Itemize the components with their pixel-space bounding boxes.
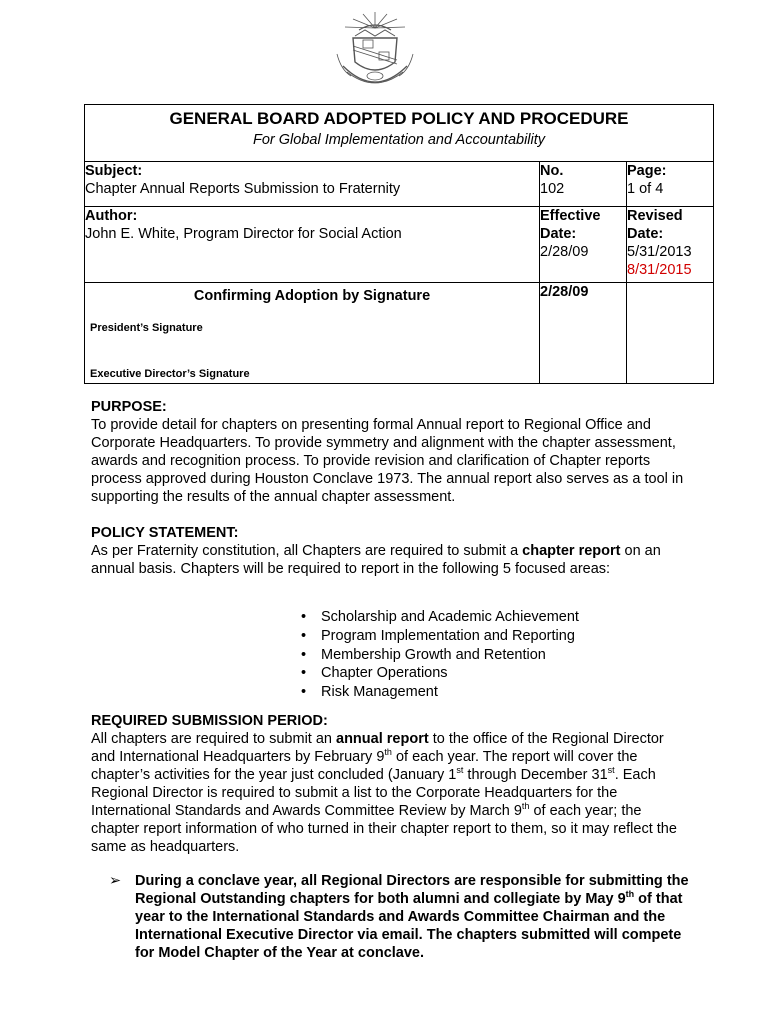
page-value: 1 of 4 (627, 181, 664, 197)
submission-part: of each year; the chapter report information of who turned in their chapter report to them, so it may reflect the same as headquarters. (91, 802, 677, 855)
executive-director-signature-label: Executive Director’s Signature (90, 368, 250, 380)
arrow-bullet-icon: ➢ (109, 872, 122, 889)
submission-part: All chapters are required to submit an (91, 730, 337, 747)
superscript: st (456, 765, 464, 776)
conclave-year-note (91, 872, 691, 962)
focus-area-item: • Program Implementation and Reporting (301, 627, 691, 646)
confirming-adoption-label: Confirming Adoption by Signature (193, 288, 431, 304)
focus-area-item: • Risk Management (301, 683, 691, 702)
number-value: 102 (540, 181, 565, 197)
confirming-date: 2/28/09 (540, 284, 589, 300)
effective-date-value: 2/28/09 (540, 244, 589, 260)
policy-text-bold: chapter report (522, 543, 621, 559)
fraternity-crest-logo (329, 6, 421, 98)
submission-part: through December 31 (463, 766, 608, 783)
empty-cell (627, 283, 714, 384)
policy-statement-heading: POLICY STATEMENT: (91, 525, 239, 541)
focus-areas-list (91, 608, 691, 702)
subject-label: Subject: (85, 163, 143, 179)
policy-body (91, 398, 691, 962)
submission-bold: annual report (336, 730, 429, 747)
revised-label-line2: Date: (627, 226, 664, 242)
revised-date-value-2: 8/31/2015 (627, 262, 692, 278)
focus-area-item: • Membership Growth and Retention (301, 646, 691, 665)
author-cell (85, 207, 540, 283)
superscript: th (521, 801, 530, 812)
revised-label-line1: Revised (627, 208, 683, 224)
submission-part: . Each Regional Director is required to submit a list to the Corporate Headquarters for the International Standards and Awards Committee Review by March 9 (91, 766, 656, 819)
document-subtitle: For Global Implementation and Accountability (252, 132, 546, 148)
president-signature-label: President’s Signature (90, 322, 203, 334)
submission-text (91, 730, 691, 856)
superscript: th (625, 889, 635, 900)
revised-date-cell (627, 207, 714, 283)
policy-text-part1: As per Fraternity constitution, all Chapters are required to submit a (91, 543, 523, 559)
confirming-date-cell (540, 283, 627, 384)
superscript: st (607, 765, 615, 776)
signature-cell (85, 283, 540, 384)
policy-statement-text (91, 542, 691, 578)
purpose-text: To provide detail for chapters on presenting formal Annual report to Regional Office and Corporate Headquarters. To provide symmetry and alignment with the chapter assessment, awards and recognition process. To provide revision and clarification of Chapter reports process approved during Houston Conclave 1973. The annual report also serves as a tool in supporting the results of the annual chapter assessment. (91, 417, 684, 505)
number-cell (540, 162, 627, 207)
focus-area-item: • Chapter Operations (301, 664, 691, 683)
page-label: Page: (627, 163, 667, 179)
focus-area-item: • Scholarship and Academic Achievement (301, 608, 691, 627)
policy-header-table (84, 104, 714, 384)
submission-part: to the office of the Regional Director and International Headquarters by February 9 (91, 730, 664, 765)
subject-value: Chapter Annual Reports Submission to Fraternity (85, 181, 401, 197)
superscript: th (384, 747, 392, 758)
document-title: GENERAL BOARD ADOPTED POLICY AND PROCEDURE (169, 109, 629, 128)
revised-date-value-1: 5/31/2013 (627, 244, 692, 260)
author-label: Author: (85, 208, 138, 224)
submission-heading: REQUIRED SUBMISSION PERIOD: (91, 712, 328, 729)
policy-text-part2: on an annual basis. Chapters will be required to report in the following 5 focused areas: (91, 543, 661, 577)
conclave-text-part1: During a conclave year, all Regional Directors are responsible for submitting the Regional Outstanding chapters for both alumni and collegiate by May 9 (135, 872, 689, 907)
submission-part: of each year. The report will cover the chapter’s activities for the year just concluded (January 1 (91, 748, 638, 783)
document-title-cell (85, 105, 714, 162)
effective-label-line1: Effective (540, 208, 601, 224)
number-label: No. (540, 163, 564, 179)
purpose-heading: PURPOSE: (91, 399, 167, 415)
conclave-text-part2: of that year to the International Standards and Awards Committee Chairman and the International Executive Director via email. The chapters submitted will compete for Model Chapter of the Year at conclave. (135, 890, 683, 961)
subject-cell (85, 162, 540, 207)
author-value: John E. White, Program Director for Social Action (85, 226, 402, 242)
effective-label-line2: Date: (540, 226, 577, 242)
page-cell (627, 162, 714, 207)
effective-date-cell (540, 207, 627, 283)
